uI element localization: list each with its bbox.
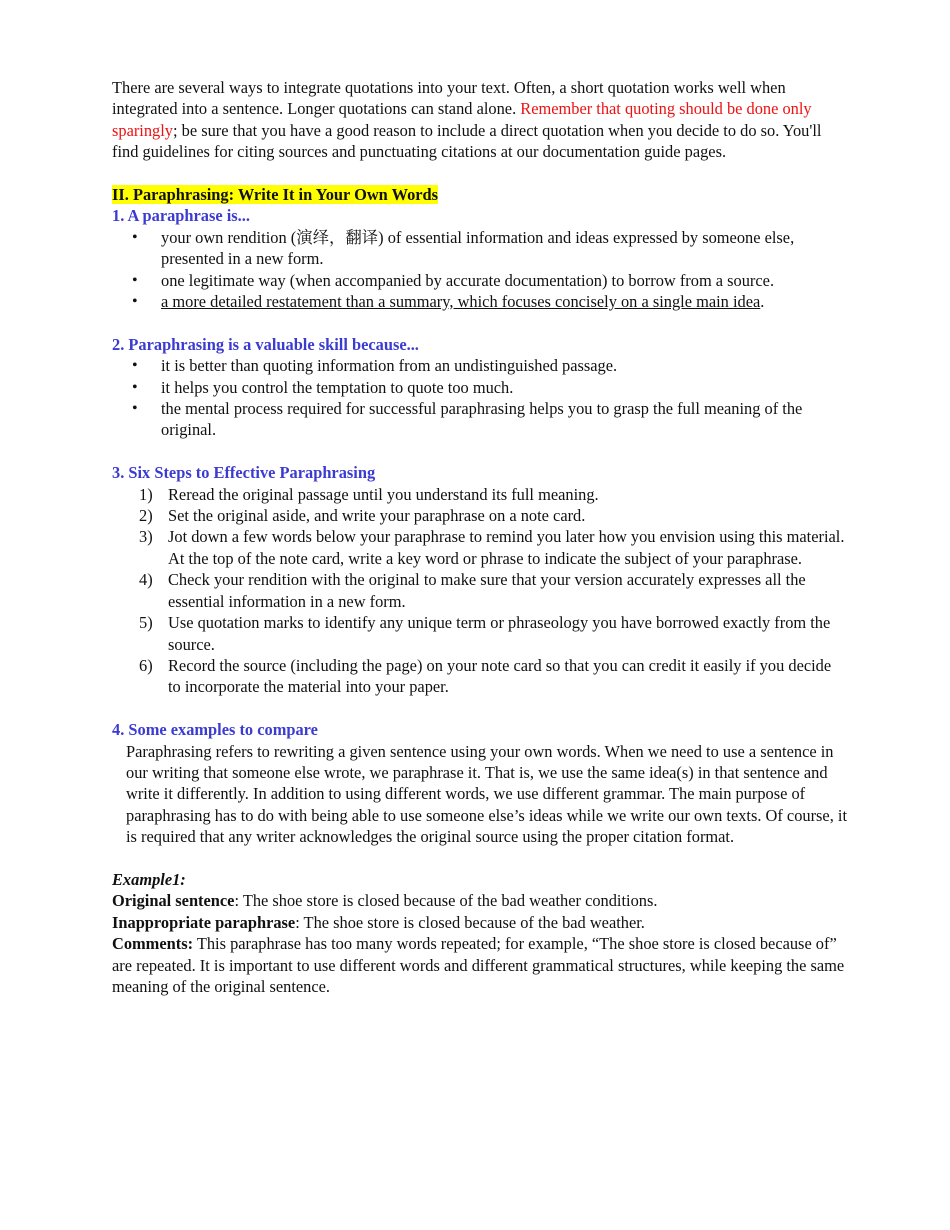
subheading-paraphrase-is: 1. A paraphrase is...: [112, 206, 250, 226]
example-title: Example1:: [112, 869, 186, 889]
list-item: 6) Record the source (including the page) on your note card so that you can credit it easily if you decide to incorporate the material into your paper.: [139, 655, 832, 697]
list-item: 3) Jot down a few words below your paraphrase to remind you later how you envision using this material. At the top of the note card, write a key word or phrase to indicate the subject of your paraphrase.: [139, 527, 845, 568]
inappropriate-paraphrase: Inappropriate paraphrase: The shoe store is closed because of the bad weather.: [112, 912, 645, 932]
comments: Comments: This paraphrase has too many words repeated; for example, “The shoe store is closed because of” are repeated. It is important to use different words and different grammatical structures, while keeping the same meaning of the original sentence.: [112, 934, 845, 996]
list-item: • it helps you control the temptation to quote too much.: [112, 377, 847, 398]
document-page: [112, 77, 847, 997]
paraphrase-definition-list: [112, 227, 847, 313]
intro-text-1: There are several ways to integrate quotations into your text. Often, a short quotation works well when integrated into a sentence. Longer quotations can stand alone.: [112, 78, 786, 119]
list-item: • the mental process required for successful paraphrasing helps you to grasp the full meaning of the original.: [112, 398, 847, 441]
intro-text-2: ; be sure that you have a good reason to include a direct quotation when you decide to do so. You'll find guidelines for citing sources and punctuating citations at our documentation guide pages.: [112, 120, 822, 162]
subheading-valuable-skill: 2. Paraphrasing is a valuable skill because...: [112, 334, 419, 354]
list-item: 1) Reread the original passage until you understand its full meaning.: [139, 484, 599, 504]
six-steps-list: [112, 484, 847, 698]
list-item: 5) Use quotation marks to identify any unique term or phraseology you have borrowed exactly from the source.: [139, 613, 831, 654]
list-item: • a more detailed restatement than a summary, which focuses concisely on a single main idea.: [112, 291, 847, 312]
valuable-skill-list: [112, 355, 847, 441]
original-sentence: Original sentence: The shoe store is closed because of the bad weather conditions.: [112, 891, 658, 911]
list-item: 2) Set the original aside, and write your paraphrase on a note card.: [139, 506, 586, 526]
section-title: II. Paraphrasing: Write It in Your Own Words: [112, 185, 439, 205]
list-item: • your own rendition (演绎，翻译) of essential information and ideas expressed by someone else, presented in a new form.: [112, 227, 847, 270]
list-item: • it is better than quoting information from an undistinguished passage.: [112, 355, 847, 376]
intro-paragraph: [112, 77, 847, 163]
list-item: 4) Check your rendition with the original to make sure that your version accurately expresses all the essential information in a new form.: [139, 570, 806, 611]
section-heading: [112, 184, 847, 205]
subheading-six-steps: 3. Six Steps to Effective Paraphrasing: [112, 463, 376, 483]
underlined-text: a more detailed restatement than a summary, which focuses concisely on a single main idea: [161, 292, 761, 312]
list-item: • one legitimate way (when accompanied by accurate documentation) to borrow from a source.: [112, 270, 847, 291]
subheading-examples: 4. Some examples to compare: [112, 720, 318, 740]
examples-paragraph: Paraphrasing refers to rewriting a given sentence using your own words. When we need to use a sentence in our writing that someone else wrote, we paraphrase it. That is, we use the same idea(s) in that sentence and write it differently. In addition to using different words, we use different grammar. The main purpose of paraphrasing has to do with being able to use someone else’s ideas while we write our own texts. Of course, it is required that any writer acknowledges the original source using the proper citation format.: [126, 741, 848, 847]
intro-red-warning: Remember that quoting should be done only sparingly: [112, 99, 812, 140]
